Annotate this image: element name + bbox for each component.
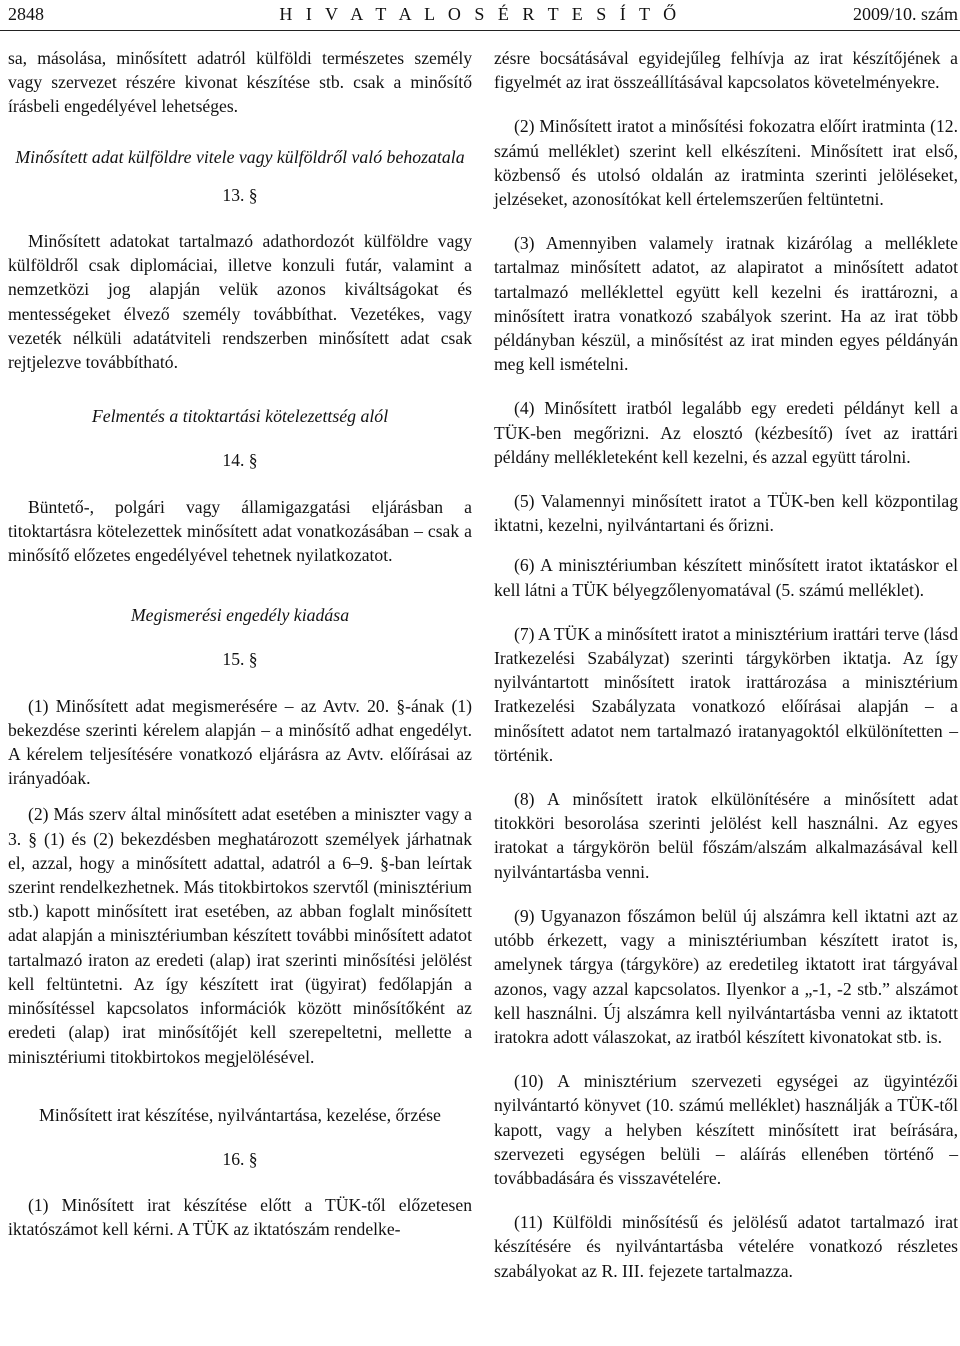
paragraph-13: Minősített adatokat tartalmazó adathordozót külföldre vagy külföldről csak diplomáciai, illetve konzuli futár, valamint a nemzetközi jog alapján velük azonos kiváltságokat és mentességeket élvező személy továbbíthat. Vezetékes, vagy vezeték nélküli adatátviteli rendszerben minősített adat csak rejtjelezve továbbítható. [8,231,472,373]
paragraph-16-3: (3) Amennyiben valamely iratnak kizárólag a melléklete tartalmaz minősített adatot, az alapiratot a minősített adatot tartalmazó melléklettel együtt kell kezelni és irattározni, a minősített iratra vonatkozó szabályok szerint. Ha az irat több példányban készül, a minősítést az irat minden egyes példányán meg kell ismételni. [494,233,958,375]
paragraph-14: Büntető-, polgári vagy államigazgatási eljárásban a titoktartásra kötelezettek minősített adat vonatkozásában – csak a minősítő előzetes engedélyével tehetnek nyilatkozatot. [8,496,472,566]
paragraph-16-6: (6) A minisztériumban készített minősített iratot iktatáskor el kell látni a TÜK bélyegzőlenyomatával (5. számú melléklet). [494,555,958,600]
journal-title: H I V A T A L O S É R T E S Í T Ő [279,4,681,24]
paragraph-16-9: (9) Ugyanazon főszámon belül új alszámra kell iktatni azt az utóbb érkezett, vagy a minisztériumban készített iratot is, amelynek tárgya (tárgyköre) az eredetileg iktatott irat tárgyával azonos, vagy azzal kapcsolatos. Ilyenkor a „-1, -2 stb.” alszámot kell használni. Új alszámra kell nyilvántartásba venni az iktatott iratokra adott válaszokat, az iratból készített kivonatokat stb. is. [494,905,958,1047]
continued-paragraph-right: zésre bocsátásával egyidejűleg felhívja az irat készítőjének a figyelmét az irat összeállításával kapcsolatos követelményekre. [494,48,958,93]
issue-number: 2009/10. szám [853,4,958,24]
paragraph-15-2: (2) Más szerv által minősített adat esetében a miniszter vagy a 3. § (1) és (2) bekezdésben meghatározott személyek járhatnak el, azzal, hogy a minősített adattal, adatról a 6–9. §-ban leírtak szerint rendelkezhetnek. Más titokbirtokos szervtől (minisztérium stb.) kapott minősített irat esetében, az abban foglalt minősített adat alapján a minisztériumban készített további minősített adatot tartalmazó iraton az eredeti (alap) irat szerinti minősítési jelölést kell feltüntetni. Az így készített irat (ügyirat) fedőlapján a minősítéssel kapcsolatos információk között minősítőként az eredeti (alap) irat minősítőjét kell szerepeltetni, mellette a minisztériumi titokbirtokos megjelölésével. [8,804,472,1067]
section-number-16: 16. § [222,1148,258,1169]
section-number-14: 14. § [222,450,258,471]
section-heading-15: Megismerési engedély kiadása [130,605,350,626]
page-header [0,0,960,31]
left-column [8,46,472,1254]
paragraph-16-11: (11) Külföldi minősítésű és jelölésű adatot tartalmazó irat készítésére és nyilvántartásba vételére vonatkozó részletes szabályokat az R. III. fejezete tartalmazza. [494,1212,958,1281]
section-heading-16: Minősített irat készítése, nyilvántartása, kezelése, őrzése [39,1104,441,1125]
section-heading-13: Minősített adat külföldre vitele vagy külföldről való behozatala [15,146,465,167]
paragraph-15-1: (1) Minősített adat megismerésére – az Avtv. 20. §-ának (1) bekezdése szerinti kérelem alapján – a minősítő adhat engedélyt. A kérelem teljesítésére vonatkozó eljárásra az Avtv. előírásai az irányadóak. [8,695,472,789]
page-number: 2848 [8,4,44,24]
paragraph-16-4: (4) Minősített iratból legalább egy eredeti példányt kell a TÜK-ben megőrizni. Az elosztó (kézbesítő) ívet az irattári példány mellékleteként kell kezelni, és azzal együtt tárolni. [494,398,958,467]
paragraph-16-8: (8) A minősített iratok elkülönítésére a minősített adat titokköri besorolása szerinti jelölést kell használni. Az egyes iratokat a tárgykörön belül főszám/alszám alkalmazásával kell nyilvántartásba venni. [494,789,958,882]
right-column [494,46,958,1295]
paragraph-16-1: (1) Minősített irat készítése előtt a TÜK-től előzetesen iktatószámot kell kérni. A TÜK az iktatószám rendelke- [8,1195,472,1240]
section-number-13: 13. § [222,184,258,205]
continued-paragraph: sa, másolása, minősített adatról külföldi természetes személy vagy szervezet részére kivonat készítése stb. csak a minősítő írásbeli engedélyével lehetséges. [8,48,472,117]
paragraph-16-10: (10) A minisztérium szervezeti egységei az ügyintézői nyilvántartó könyvet (10. számú melléklet) használják a TÜK-től kapott, vagy a helyben készített minősített irat beírására, szervezeti egységen belüli – aláírás ellenében történő – továbbadására és visszavételére. [494,1071,958,1188]
paragraph-16-5: (5) Valamennyi minősített iratot a TÜK-ben kell központilag iktatni, kezelni, nyilvántartani és őrizni. [494,491,958,536]
paragraph-16-2: (2) Minősített iratot a minősítési fokozatra előírt iratminta (12. számú melléklet) szerint kell elkészíteni. Minősített irat első, közbenső és utolsó oldalán az iratminta szerinti jelöléseket, jelzéseket, azonosítókat kell értelemszerűen feltüntetni. [494,116,958,210]
section-heading-14: Felmentés a titoktartási kötelezettség alól [91,406,389,427]
section-number-15: 15. § [222,649,258,670]
paragraph-16-7: (7) A TÜK a minősített iratot a minisztérium irattári terve (lásd Iratkezelési Szabályzat) szerinti tárgykörben iktatja. Az így nyilvántartott minősített iratok irattározása a minisztérium Iratkezelési Szabályzata vonatkozó előírásai alapján – a minősített adatot nem tartalmazó iratanyagoktól elkülönítetten – történik. [494,623,958,765]
